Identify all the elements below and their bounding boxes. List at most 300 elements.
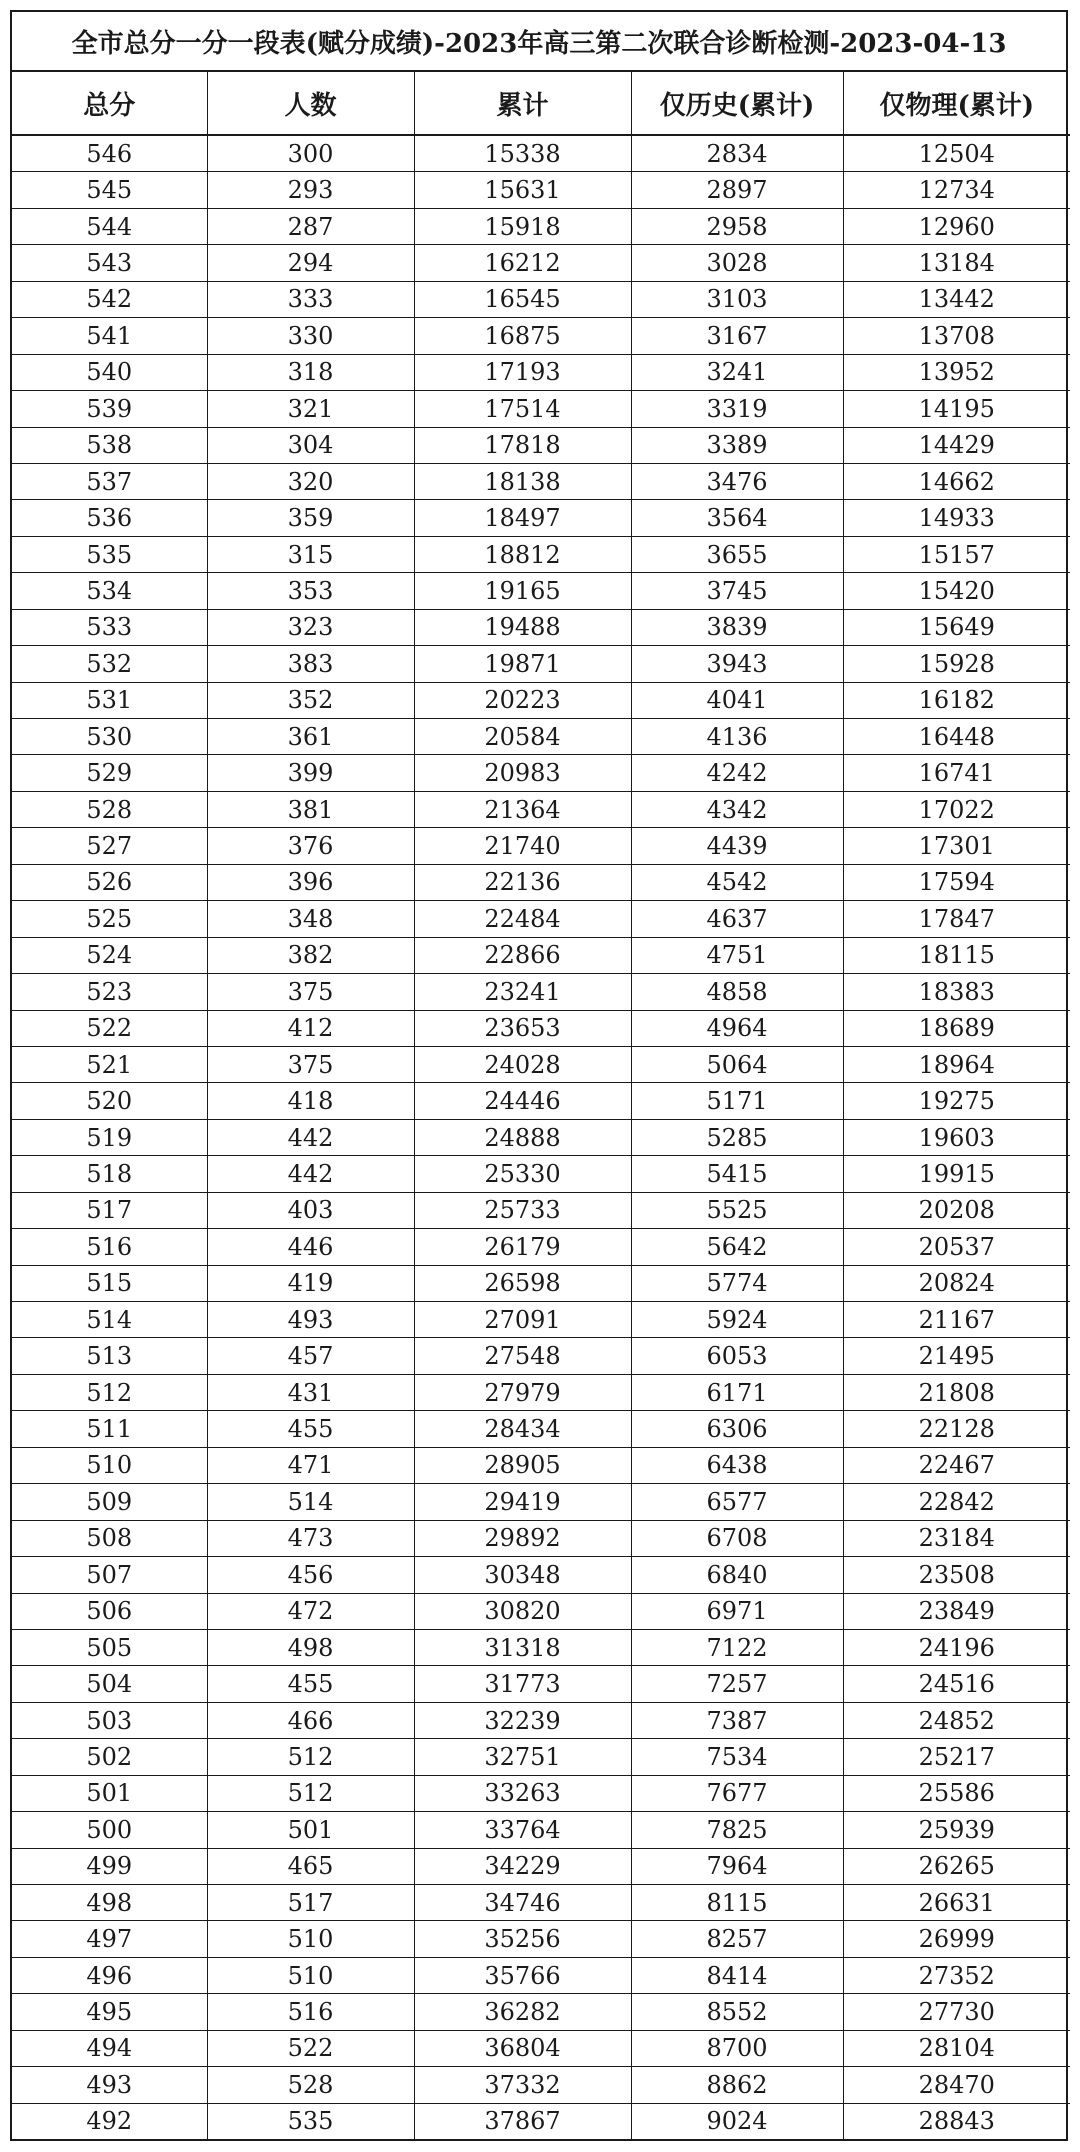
cell-physics-cumulative: 19603 xyxy=(843,1119,1070,1155)
cell-physics-cumulative: 23508 xyxy=(843,1557,1070,1593)
table-row xyxy=(12,791,1070,827)
cell-count: 516 xyxy=(207,1994,414,2030)
cell-count: 510 xyxy=(207,1921,414,1957)
cell-history-cumulative: 4751 xyxy=(631,937,843,973)
table-row xyxy=(12,500,1070,536)
cell-count: 403 xyxy=(207,1192,414,1228)
cell-history-cumulative: 3103 xyxy=(631,281,843,317)
cell-history-cumulative: 9024 xyxy=(631,2103,843,2139)
cell-total-score: 536 xyxy=(12,500,207,536)
cell-cumulative: 20983 xyxy=(414,755,631,791)
cell-count: 376 xyxy=(207,828,414,864)
cell-cumulative: 29892 xyxy=(414,1520,631,1556)
table-row xyxy=(12,2103,1070,2139)
cell-cumulative: 18812 xyxy=(414,536,631,572)
cell-total-score: 502 xyxy=(12,1739,207,1775)
cell-physics-cumulative: 22128 xyxy=(843,1411,1070,1447)
cell-count: 320 xyxy=(207,463,414,499)
cell-physics-cumulative: 17022 xyxy=(843,791,1070,827)
cell-count: 315 xyxy=(207,536,414,572)
score-table-document xyxy=(10,10,1068,2141)
cell-history-cumulative: 6306 xyxy=(631,1411,843,1447)
cell-physics-cumulative: 19275 xyxy=(843,1083,1070,1119)
cell-physics-cumulative: 12504 xyxy=(843,135,1070,172)
cell-cumulative: 33263 xyxy=(414,1775,631,1811)
cell-history-cumulative: 5171 xyxy=(631,1083,843,1119)
cell-cumulative: 30348 xyxy=(414,1557,631,1593)
cell-cumulative: 28434 xyxy=(414,1411,631,1447)
cell-count: 318 xyxy=(207,354,414,390)
cell-physics-cumulative: 21167 xyxy=(843,1302,1070,1338)
cell-cumulative: 24888 xyxy=(414,1119,631,1155)
cell-physics-cumulative: 17847 xyxy=(843,901,1070,937)
cell-history-cumulative: 5525 xyxy=(631,1192,843,1228)
cell-count: 396 xyxy=(207,864,414,900)
table-row xyxy=(12,245,1070,281)
cell-total-score: 518 xyxy=(12,1156,207,1192)
header-history-cumulative: 仅历史(累计) xyxy=(631,72,843,135)
cell-count: 287 xyxy=(207,208,414,244)
cell-cumulative: 37867 xyxy=(414,2103,631,2139)
cell-history-cumulative: 7825 xyxy=(631,1812,843,1848)
table-row xyxy=(12,172,1070,208)
table-row xyxy=(12,1994,1070,2030)
cell-history-cumulative: 8700 xyxy=(631,2030,843,2066)
table-row xyxy=(12,1229,1070,1265)
table-row xyxy=(12,1957,1070,1993)
cell-count: 456 xyxy=(207,1557,414,1593)
cell-count: 455 xyxy=(207,1666,414,1702)
cell-cumulative: 23241 xyxy=(414,974,631,1010)
cell-history-cumulative: 7122 xyxy=(631,1629,843,1665)
table-row xyxy=(12,682,1070,718)
cell-total-score: 543 xyxy=(12,245,207,281)
cell-physics-cumulative: 25939 xyxy=(843,1812,1070,1848)
cell-history-cumulative: 7534 xyxy=(631,1739,843,1775)
cell-count: 471 xyxy=(207,1447,414,1483)
cell-count: 375 xyxy=(207,974,414,1010)
cell-total-score: 532 xyxy=(12,646,207,682)
cell-count: 294 xyxy=(207,245,414,281)
cell-total-score: 546 xyxy=(12,135,207,172)
cell-history-cumulative: 7964 xyxy=(631,1848,843,1884)
cell-physics-cumulative: 23184 xyxy=(843,1520,1070,1556)
cell-count: 514 xyxy=(207,1484,414,1520)
cell-count: 375 xyxy=(207,1046,414,1082)
cell-total-score: 496 xyxy=(12,1957,207,1993)
cell-total-score: 521 xyxy=(12,1046,207,1082)
cell-total-score: 524 xyxy=(12,937,207,973)
cell-count: 412 xyxy=(207,1010,414,1046)
cell-physics-cumulative: 17301 xyxy=(843,828,1070,864)
cell-cumulative: 23653 xyxy=(414,1010,631,1046)
header-count: 人数 xyxy=(207,72,414,135)
cell-count: 321 xyxy=(207,391,414,427)
cell-physics-cumulative: 12960 xyxy=(843,208,1070,244)
cell-history-cumulative: 5924 xyxy=(631,1302,843,1338)
cell-cumulative: 19871 xyxy=(414,646,631,682)
cell-total-score: 510 xyxy=(12,1447,207,1483)
cell-history-cumulative: 6438 xyxy=(631,1447,843,1483)
cell-physics-cumulative: 20208 xyxy=(843,1192,1070,1228)
table-row xyxy=(12,937,1070,973)
cell-history-cumulative: 7677 xyxy=(631,1775,843,1811)
cell-total-score: 495 xyxy=(12,1994,207,2030)
cell-cumulative: 20223 xyxy=(414,682,631,718)
cell-total-score: 539 xyxy=(12,391,207,427)
cell-total-score: 504 xyxy=(12,1666,207,1702)
cell-history-cumulative: 4637 xyxy=(631,901,843,937)
cell-cumulative: 24446 xyxy=(414,1083,631,1119)
cell-count: 418 xyxy=(207,1083,414,1119)
cell-total-score: 519 xyxy=(12,1119,207,1155)
table-row xyxy=(12,2030,1070,2066)
cell-history-cumulative: 6971 xyxy=(631,1593,843,1629)
cell-count: 510 xyxy=(207,1957,414,1993)
cell-cumulative: 15631 xyxy=(414,172,631,208)
cell-total-score: 527 xyxy=(12,828,207,864)
cell-count: 361 xyxy=(207,719,414,755)
cell-history-cumulative: 4964 xyxy=(631,1010,843,1046)
cell-physics-cumulative: 26999 xyxy=(843,1921,1070,1957)
cell-total-score: 497 xyxy=(12,1921,207,1957)
cell-count: 466 xyxy=(207,1702,414,1738)
cell-total-score: 514 xyxy=(12,1302,207,1338)
table-row xyxy=(12,1885,1070,1921)
cell-physics-cumulative: 15928 xyxy=(843,646,1070,682)
cell-cumulative: 35256 xyxy=(414,1921,631,1957)
cell-physics-cumulative: 15420 xyxy=(843,573,1070,609)
cell-total-score: 522 xyxy=(12,1010,207,1046)
cell-history-cumulative: 6053 xyxy=(631,1338,843,1374)
table-row xyxy=(12,318,1070,354)
cell-cumulative: 27091 xyxy=(414,1302,631,1338)
cell-history-cumulative: 3564 xyxy=(631,500,843,536)
cell-total-score: 513 xyxy=(12,1338,207,1374)
cell-physics-cumulative: 27352 xyxy=(843,1957,1070,1993)
table-body xyxy=(12,135,1070,2139)
table-row xyxy=(12,646,1070,682)
table-row xyxy=(12,427,1070,463)
cell-cumulative: 20584 xyxy=(414,719,631,755)
cell-history-cumulative: 3167 xyxy=(631,318,843,354)
cell-cumulative: 26598 xyxy=(414,1265,631,1301)
cell-history-cumulative: 7387 xyxy=(631,1702,843,1738)
cell-history-cumulative: 8257 xyxy=(631,1921,843,1957)
table-row xyxy=(12,1666,1070,1702)
table-row xyxy=(12,536,1070,572)
cell-history-cumulative: 5642 xyxy=(631,1229,843,1265)
cell-total-score: 494 xyxy=(12,2030,207,2066)
cell-count: 498 xyxy=(207,1629,414,1665)
cell-history-cumulative: 6577 xyxy=(631,1484,843,1520)
cell-physics-cumulative: 17594 xyxy=(843,864,1070,900)
cell-history-cumulative: 3839 xyxy=(631,609,843,645)
cell-count: 512 xyxy=(207,1775,414,1811)
cell-physics-cumulative: 24516 xyxy=(843,1666,1070,1702)
cell-total-score: 534 xyxy=(12,573,207,609)
cell-total-score: 499 xyxy=(12,1848,207,1884)
header-physics-cumulative: 仅物理(累计) xyxy=(843,72,1070,135)
cell-physics-cumulative: 20537 xyxy=(843,1229,1070,1265)
cell-cumulative: 33764 xyxy=(414,1812,631,1848)
table-row xyxy=(12,1411,1070,1447)
cell-count: 293 xyxy=(207,172,414,208)
cell-cumulative: 19488 xyxy=(414,609,631,645)
cell-physics-cumulative: 24852 xyxy=(843,1702,1070,1738)
cell-history-cumulative: 3319 xyxy=(631,391,843,427)
cell-physics-cumulative: 16448 xyxy=(843,719,1070,755)
cell-history-cumulative: 4041 xyxy=(631,682,843,718)
cell-total-score: 523 xyxy=(12,974,207,1010)
cell-cumulative: 17514 xyxy=(414,391,631,427)
cell-total-score: 517 xyxy=(12,1192,207,1228)
cell-cumulative: 18138 xyxy=(414,463,631,499)
cell-total-score: 545 xyxy=(12,172,207,208)
cell-total-score: 542 xyxy=(12,281,207,317)
cell-total-score: 516 xyxy=(12,1229,207,1265)
cell-total-score: 544 xyxy=(12,208,207,244)
cell-total-score: 528 xyxy=(12,791,207,827)
page-title: 全市总分一分一段表(赋分成绩)-2023年高三第二次联合诊断检测-2023-04-13 xyxy=(12,12,1066,72)
cell-history-cumulative: 6840 xyxy=(631,1557,843,1593)
cell-physics-cumulative: 25217 xyxy=(843,1739,1070,1775)
cell-count: 381 xyxy=(207,791,414,827)
cell-cumulative: 27979 xyxy=(414,1374,631,1410)
table-row xyxy=(12,609,1070,645)
cell-history-cumulative: 4858 xyxy=(631,974,843,1010)
table-row xyxy=(12,1338,1070,1374)
cell-history-cumulative: 8414 xyxy=(631,1957,843,1993)
cell-cumulative: 18497 xyxy=(414,500,631,536)
cell-physics-cumulative: 27730 xyxy=(843,1994,1070,2030)
cell-total-score: 526 xyxy=(12,864,207,900)
cell-physics-cumulative: 25586 xyxy=(843,1775,1070,1811)
cell-history-cumulative: 3476 xyxy=(631,463,843,499)
cell-cumulative: 21364 xyxy=(414,791,631,827)
table-row xyxy=(12,1848,1070,1884)
cell-total-score: 503 xyxy=(12,1702,207,1738)
cell-cumulative: 26179 xyxy=(414,1229,631,1265)
cell-count: 399 xyxy=(207,755,414,791)
cell-cumulative: 21740 xyxy=(414,828,631,864)
table-row xyxy=(12,1447,1070,1483)
cell-cumulative: 22484 xyxy=(414,901,631,937)
table-row xyxy=(12,1083,1070,1119)
cell-cumulative: 16875 xyxy=(414,318,631,354)
cell-physics-cumulative: 16182 xyxy=(843,682,1070,718)
cell-count: 419 xyxy=(207,1265,414,1301)
cell-cumulative: 16545 xyxy=(414,281,631,317)
cell-history-cumulative: 3943 xyxy=(631,646,843,682)
cell-physics-cumulative: 12734 xyxy=(843,172,1070,208)
cell-total-score: 509 xyxy=(12,1484,207,1520)
cell-cumulative: 37332 xyxy=(414,2067,631,2103)
cell-physics-cumulative: 28104 xyxy=(843,2030,1070,2066)
cell-physics-cumulative: 18964 xyxy=(843,1046,1070,1082)
cell-total-score: 506 xyxy=(12,1593,207,1629)
cell-total-score: 540 xyxy=(12,354,207,390)
cell-cumulative: 24028 xyxy=(414,1046,631,1082)
cell-cumulative: 16212 xyxy=(414,245,631,281)
cell-physics-cumulative: 21495 xyxy=(843,1338,1070,1374)
cell-history-cumulative: 4136 xyxy=(631,719,843,755)
cell-physics-cumulative: 26265 xyxy=(843,1848,1070,1884)
cell-count: 473 xyxy=(207,1520,414,1556)
table-row xyxy=(12,1265,1070,1301)
cell-history-cumulative: 8862 xyxy=(631,2067,843,2103)
cell-physics-cumulative: 28843 xyxy=(843,2103,1070,2139)
cell-history-cumulative: 2834 xyxy=(631,135,843,172)
table-row xyxy=(12,1484,1070,1520)
cell-physics-cumulative: 13952 xyxy=(843,354,1070,390)
cell-count: 512 xyxy=(207,1739,414,1775)
cell-physics-cumulative: 20824 xyxy=(843,1265,1070,1301)
cell-count: 535 xyxy=(207,2103,414,2139)
cell-cumulative: 31318 xyxy=(414,1629,631,1665)
table-row xyxy=(12,1812,1070,1848)
cell-physics-cumulative: 14933 xyxy=(843,500,1070,536)
header-cumulative: 累计 xyxy=(414,72,631,135)
cell-total-score: 531 xyxy=(12,682,207,718)
cell-count: 382 xyxy=(207,937,414,973)
cell-total-score: 535 xyxy=(12,536,207,572)
cell-count: 442 xyxy=(207,1156,414,1192)
cell-cumulative: 29419 xyxy=(414,1484,631,1520)
table-row xyxy=(12,354,1070,390)
table-row xyxy=(12,1557,1070,1593)
cell-total-score: 529 xyxy=(12,755,207,791)
cell-cumulative: 25330 xyxy=(414,1156,631,1192)
cell-total-score: 520 xyxy=(12,1083,207,1119)
table-row xyxy=(12,391,1070,427)
cell-count: 333 xyxy=(207,281,414,317)
cell-count: 359 xyxy=(207,500,414,536)
table-row xyxy=(12,463,1070,499)
table-row xyxy=(12,974,1070,1010)
cell-cumulative: 35766 xyxy=(414,1957,631,1993)
cell-physics-cumulative: 22842 xyxy=(843,1484,1070,1520)
cell-history-cumulative: 3389 xyxy=(631,427,843,463)
cell-physics-cumulative: 13184 xyxy=(843,245,1070,281)
cell-total-score: 493 xyxy=(12,2067,207,2103)
table-row xyxy=(12,2067,1070,2103)
cell-count: 353 xyxy=(207,573,414,609)
cell-total-score: 511 xyxy=(12,1411,207,1447)
score-distribution-table xyxy=(12,72,1070,2139)
cell-count: 455 xyxy=(207,1411,414,1447)
cell-physics-cumulative: 21808 xyxy=(843,1374,1070,1410)
table-row xyxy=(12,1374,1070,1410)
cell-physics-cumulative: 18115 xyxy=(843,937,1070,973)
cell-count: 493 xyxy=(207,1302,414,1338)
cell-count: 501 xyxy=(207,1812,414,1848)
table-row xyxy=(12,1192,1070,1228)
cell-cumulative: 25733 xyxy=(414,1192,631,1228)
cell-count: 457 xyxy=(207,1338,414,1374)
cell-physics-cumulative: 14195 xyxy=(843,391,1070,427)
cell-cumulative: 36804 xyxy=(414,2030,631,2066)
cell-cumulative: 31773 xyxy=(414,1666,631,1702)
cell-cumulative: 32751 xyxy=(414,1739,631,1775)
cell-count: 330 xyxy=(207,318,414,354)
table-row xyxy=(12,1775,1070,1811)
cell-history-cumulative: 5064 xyxy=(631,1046,843,1082)
cell-cumulative: 34229 xyxy=(414,1848,631,1884)
cell-total-score: 507 xyxy=(12,1557,207,1593)
cell-physics-cumulative: 18383 xyxy=(843,974,1070,1010)
cell-total-score: 492 xyxy=(12,2103,207,2139)
cell-count: 522 xyxy=(207,2030,414,2066)
cell-history-cumulative: 4342 xyxy=(631,791,843,827)
cell-physics-cumulative: 14662 xyxy=(843,463,1070,499)
cell-cumulative: 28905 xyxy=(414,1447,631,1483)
table-row xyxy=(12,208,1070,244)
table-row xyxy=(12,135,1070,172)
cell-total-score: 498 xyxy=(12,1885,207,1921)
cell-total-score: 508 xyxy=(12,1520,207,1556)
cell-history-cumulative: 4242 xyxy=(631,755,843,791)
cell-total-score: 538 xyxy=(12,427,207,463)
cell-total-score: 501 xyxy=(12,1775,207,1811)
cell-history-cumulative: 4542 xyxy=(631,864,843,900)
table-row xyxy=(12,1739,1070,1775)
cell-total-score: 515 xyxy=(12,1265,207,1301)
cell-total-score: 512 xyxy=(12,1374,207,1410)
cell-count: 300 xyxy=(207,135,414,172)
table-row xyxy=(12,901,1070,937)
cell-cumulative: 17818 xyxy=(414,427,631,463)
cell-history-cumulative: 5774 xyxy=(631,1265,843,1301)
cell-count: 304 xyxy=(207,427,414,463)
table-row xyxy=(12,1520,1070,1556)
cell-cumulative: 22866 xyxy=(414,937,631,973)
table-row xyxy=(12,1046,1070,1082)
cell-count: 383 xyxy=(207,646,414,682)
cell-physics-cumulative: 22467 xyxy=(843,1447,1070,1483)
cell-physics-cumulative: 15649 xyxy=(843,609,1070,645)
cell-history-cumulative: 3655 xyxy=(631,536,843,572)
cell-physics-cumulative: 28470 xyxy=(843,2067,1070,2103)
cell-history-cumulative: 2958 xyxy=(631,208,843,244)
cell-physics-cumulative: 14429 xyxy=(843,427,1070,463)
cell-history-cumulative: 6708 xyxy=(631,1520,843,1556)
table-row xyxy=(12,1010,1070,1046)
cell-count: 472 xyxy=(207,1593,414,1629)
cell-physics-cumulative: 13442 xyxy=(843,281,1070,317)
cell-history-cumulative: 2897 xyxy=(631,172,843,208)
cell-count: 465 xyxy=(207,1848,414,1884)
cell-total-score: 541 xyxy=(12,318,207,354)
cell-history-cumulative: 3241 xyxy=(631,354,843,390)
cell-total-score: 537 xyxy=(12,463,207,499)
cell-cumulative: 27548 xyxy=(414,1338,631,1374)
cell-physics-cumulative: 13708 xyxy=(843,318,1070,354)
cell-total-score: 525 xyxy=(12,901,207,937)
table-row xyxy=(12,719,1070,755)
table-row xyxy=(12,1302,1070,1338)
cell-count: 431 xyxy=(207,1374,414,1410)
cell-history-cumulative: 5285 xyxy=(631,1119,843,1155)
cell-cumulative: 17193 xyxy=(414,354,631,390)
cell-total-score: 530 xyxy=(12,719,207,755)
table-row xyxy=(12,281,1070,317)
cell-total-score: 533 xyxy=(12,609,207,645)
cell-physics-cumulative: 18689 xyxy=(843,1010,1070,1046)
cell-count: 352 xyxy=(207,682,414,718)
cell-history-cumulative: 7257 xyxy=(631,1666,843,1702)
cell-history-cumulative: 3745 xyxy=(631,573,843,609)
